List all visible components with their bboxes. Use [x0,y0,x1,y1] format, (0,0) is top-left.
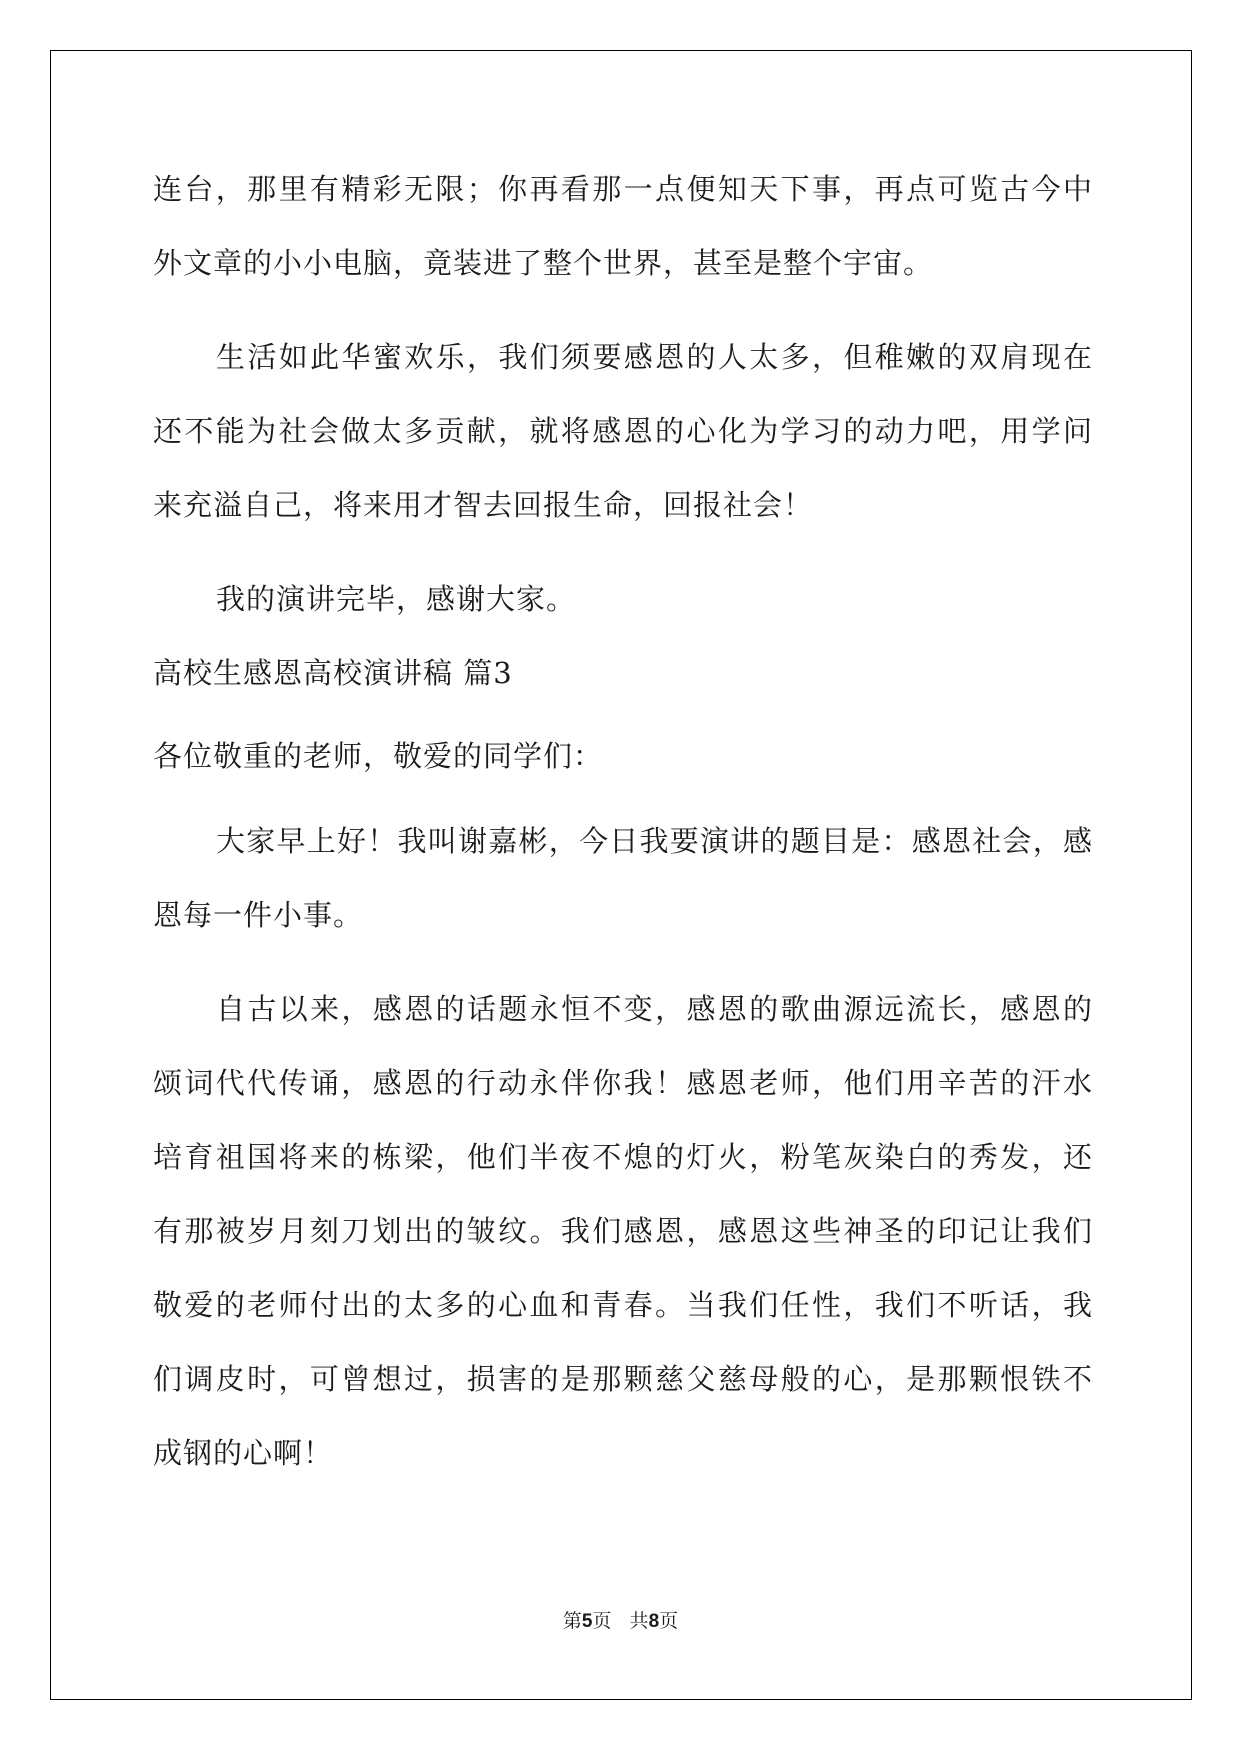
footer-prefix: 第 [562,1610,582,1632]
salutation: 各位敬重的老师，敬爱的同学们： [153,739,604,773]
paragraph-line: 颂词代代传诵，感恩的行动永伴你我！感恩老师，他们用辛苦的汗水 [153,1066,1093,1100]
paragraph-line: 来充溢自己，将来用才智去回报生命，回报社会！ [153,488,814,522]
paragraph-line: 连台，那里有精彩无限；你再看那一点便知天下事，再点可览古今中 [153,172,1093,206]
paragraph-line: 培育祖国将来的栋梁，他们半夜不熄的灯火，粉笔灰染白的秀发，还 [153,1140,1093,1174]
paragraph-line: 还不能为社会做太多贡献，就将感恩的心化为学习的动力吧，用学问 [153,414,1093,448]
paragraph-line: 们调皮时，可曾想过，损害的是那颗慈父慈母般的心，是那颗恨铁不 [153,1362,1093,1396]
current-page-number: 5 [581,1611,593,1632]
paragraph-line: 自古以来，感恩的话题永恒不变，感恩的歌曲源远流长，感恩的 [216,992,1093,1026]
section-heading: 高校生感恩高校演讲稿 篇3 [153,656,513,690]
paragraph-line: 敬爱的老师付出的太多的心血和青春。当我们任性，我们不听话，我 [153,1288,1093,1322]
paragraph-line: 生活如此华蜜欢乐，我们须要感恩的人太多，但稚嫩的双肩现在 [216,340,1093,374]
paragraph-line: 我的演讲完毕，感谢大家。 [216,582,577,616]
footer-middle: 页 共 [592,1610,649,1632]
page-footer [0,1609,1241,1634]
paragraph-line: 大家早上好！我叫谢嘉彬，今日我要演讲的题目是：感恩社会，感 [216,824,1093,858]
paragraph-line: 恩每一件小事。 [153,898,364,932]
total-pages-number: 8 [648,1611,660,1632]
paragraph-line: 成钢的心啊！ [153,1436,334,1470]
paragraph-line: 外文章的小小电脑，竟装进了整个世界，甚至是整个宇宙。 [153,246,934,280]
paragraph-line: 有那被岁月刻刀划出的皱纹。我们感恩，感恩这些神圣的印记让我们 [153,1214,1093,1248]
footer-suffix: 页 [659,1610,679,1632]
